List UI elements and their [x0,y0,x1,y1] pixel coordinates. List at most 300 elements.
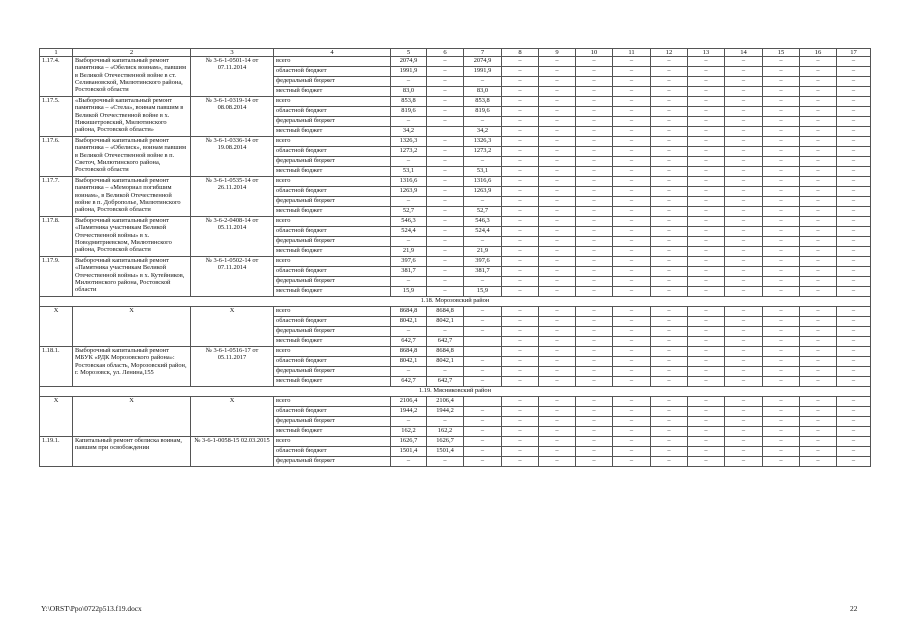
value-empty: – [688,197,725,207]
value-empty: – [800,207,837,217]
value-empty: – [800,217,837,227]
value-empty: – [688,87,725,97]
value-col6: – [427,57,464,67]
value-empty: – [763,417,800,427]
value-col5: 642,7 [391,377,427,387]
value-empty: – [539,117,576,127]
value-empty: – [651,397,688,407]
funding-source: областной бюджет [274,67,391,77]
value-col5: 819,6 [391,107,427,117]
funding-source: федеральный бюджет [274,237,391,247]
value-empty: – [502,127,539,137]
value-col6: 1501,4 [427,447,464,457]
item-number: 1.17.4. [40,57,73,97]
value-empty: – [725,327,763,337]
value-empty: – [576,127,613,137]
value-empty: – [837,77,871,87]
value-empty: – [539,437,576,447]
value-col6: – [427,267,464,277]
value-empty: – [800,287,837,297]
value-empty: – [688,347,725,357]
column-header: 5 [391,49,427,57]
funding-source: всего [274,137,391,147]
value-empty: – [800,367,837,377]
value-col6: 642,7 [427,377,464,387]
funding-source: всего [274,57,391,67]
value-empty: – [651,77,688,87]
value-empty: – [613,347,651,357]
value-empty: – [800,97,837,107]
value-empty: – [502,97,539,107]
value-empty: – [800,357,837,367]
value-col6: – [427,137,464,147]
value-empty: – [688,397,725,407]
value-empty: – [725,377,763,387]
value-col7: 853,8 [464,97,502,107]
value-empty: – [725,87,763,97]
value-empty: – [651,67,688,77]
item-document: № 3-6-1-0501-14 от 07.11.2014 [191,57,274,97]
value-empty: – [763,207,800,217]
funding-source: местный бюджет [274,127,391,137]
funding-source: федеральный бюджет [274,417,391,427]
item-name: Выборочный капитальный ремонт памятника – «Мемориал погибшим воинам», в Великой Отечественной войне в п. Доброполье, Милютинского района, Ростовской области [73,177,191,217]
value-col5: 52,7 [391,207,427,217]
value-empty: – [502,87,539,97]
value-col7: 83,0 [464,87,502,97]
funding-source: всего [274,307,391,317]
value-col7: – [464,417,502,427]
value-empty: – [763,307,800,317]
value-empty: – [688,367,725,377]
value-empty: – [725,417,763,427]
value-empty: – [763,397,800,407]
value-empty: – [502,187,539,197]
value-empty: – [651,237,688,247]
value-empty: – [613,377,651,387]
value-empty: – [651,137,688,147]
value-empty: – [502,177,539,187]
value-empty: – [688,177,725,187]
value-empty: – [688,337,725,347]
value-empty: – [837,457,871,467]
value-col7: – [464,197,502,207]
value-empty: – [613,147,651,157]
value-empty: – [651,447,688,457]
value-empty: – [502,407,539,417]
value-col7: 1316,6 [464,177,502,187]
value-empty: – [539,307,576,317]
value-empty: – [613,367,651,377]
value-empty: – [576,357,613,367]
column-header: 4 [274,49,391,57]
value-empty: – [613,67,651,77]
value-empty: – [651,197,688,207]
item-document: Х [191,307,274,347]
value-empty: – [688,147,725,157]
value-col6: – [427,237,464,247]
value-empty: – [725,287,763,297]
value-empty: – [502,67,539,77]
value-empty: – [576,217,613,227]
district-heading-row [40,297,871,307]
value-col5: 1944,2 [391,407,427,417]
value-empty: – [576,237,613,247]
value-col7: – [464,367,502,377]
value-col7: 524,4 [464,227,502,237]
value-empty: – [576,167,613,177]
value-col6: – [427,247,464,257]
value-empty: – [613,257,651,267]
value-empty: – [502,417,539,427]
funding-source: всего [274,177,391,187]
value-col7: 53,1 [464,167,502,177]
value-empty: – [837,167,871,177]
value-empty: – [539,267,576,277]
value-empty: – [613,287,651,297]
value-empty: – [800,167,837,177]
value-col5: 1326,3 [391,137,427,147]
value-col5: 83,0 [391,87,427,97]
value-empty: – [725,337,763,347]
value-col7: 1326,3 [464,137,502,147]
value-empty: – [725,267,763,277]
value-col7: 52,7 [464,207,502,217]
value-empty: – [651,277,688,287]
value-empty: – [651,287,688,297]
value-empty: – [539,347,576,357]
value-col6: – [427,207,464,217]
value-empty: – [725,77,763,87]
value-empty: – [651,57,688,67]
item-number: 1.17.7. [40,177,73,217]
table-row [40,217,871,227]
column-header: 9 [539,49,576,57]
item-name: Выборочный капитальный ремонт «Памятника участникам Великой Отечественной войны» в х. Кутейников, Милютинского района, Ростовской области [73,257,191,297]
table-row [40,307,871,317]
value-col5: 2074,9 [391,57,427,67]
value-empty: – [763,377,800,387]
value-col6: – [427,457,464,467]
funding-source: местный бюджет [274,207,391,217]
value-empty: – [539,277,576,287]
value-empty: – [725,367,763,377]
value-empty: – [763,257,800,267]
value-empty: – [688,287,725,297]
value-empty: – [763,157,800,167]
value-empty: – [502,157,539,167]
value-empty: – [576,67,613,77]
value-empty: – [763,267,800,277]
value-empty: – [651,457,688,467]
value-col7 [464,347,502,357]
value-col6: – [427,107,464,117]
value-empty: – [725,107,763,117]
value-col7: – [464,407,502,417]
value-empty: – [800,147,837,157]
value-col6: – [427,97,464,107]
value-empty: – [837,137,871,147]
value-empty: – [502,227,539,237]
value-col6: – [427,77,464,87]
value-empty: – [725,257,763,267]
value-empty: – [576,107,613,117]
value-col5: 546,3 [391,217,427,227]
value-empty: – [576,327,613,337]
value-empty: – [800,417,837,427]
value-empty: – [837,217,871,227]
value-empty: – [763,357,800,367]
funding-source: всего [274,217,391,227]
funding-source: всего [274,437,391,447]
value-col5: 1501,4 [391,447,427,457]
value-empty: – [763,217,800,227]
value-empty: – [613,447,651,457]
item-name: Выборочный капитальный ремонт МБУК «РДК Морозовского района»: Ростовская область, Морозовский район, г. Морозовск, ул. Ленина,155 [73,347,191,387]
table-row [40,257,871,267]
table-row [40,137,871,147]
item-document: № 3-6-1-0535-14 от 26.11.2014 [191,177,274,217]
value-empty: – [576,227,613,237]
value-empty: – [651,417,688,427]
value-empty: – [502,357,539,367]
value-empty: – [688,377,725,387]
value-empty: – [576,157,613,167]
funding-source: федеральный бюджет [274,157,391,167]
value-empty: – [800,317,837,327]
value-col7: 21,9 [464,247,502,257]
value-empty: – [539,327,576,337]
value-empty: – [688,437,725,447]
funding-source: местный бюджет [274,287,391,297]
value-empty: – [576,457,613,467]
value-col6: – [427,417,464,427]
value-empty: – [688,57,725,67]
value-empty: – [613,187,651,197]
value-empty: – [800,307,837,317]
value-empty: – [725,427,763,437]
value-empty: – [800,327,837,337]
value-empty: – [837,187,871,197]
value-empty: – [837,277,871,287]
value-empty: – [539,257,576,267]
item-document: № 3-6-1-0336-14 от 19.08.2014 [191,137,274,177]
value-empty: – [576,77,613,87]
value-empty: – [837,417,871,427]
value-col6: – [427,147,464,157]
value-col7: – [464,237,502,247]
value-empty: – [502,257,539,267]
value-empty: – [613,197,651,207]
value-empty: – [688,97,725,107]
value-empty: – [725,357,763,367]
value-col6: – [427,117,464,127]
value-empty: – [688,417,725,427]
funding-source: всего [274,97,391,107]
value-empty: – [837,247,871,257]
value-empty: – [688,327,725,337]
value-empty: – [763,187,800,197]
value-empty: – [837,437,871,447]
value-col5: – [391,327,427,337]
item-number: 1.17.5. [40,97,73,137]
table-row [40,57,871,67]
value-empty: – [576,57,613,67]
value-empty: – [725,217,763,227]
value-empty: – [688,187,725,197]
value-empty: – [539,187,576,197]
value-empty: – [651,187,688,197]
value-empty: – [800,67,837,77]
funding-source: областной бюджет [274,317,391,327]
value-empty: – [613,87,651,97]
item-name: Х [73,397,191,437]
value-empty: – [539,227,576,237]
value-empty: – [725,277,763,287]
value-empty: – [725,167,763,177]
value-col7: – [464,457,502,467]
value-empty: – [837,357,871,367]
value-empty: – [576,147,613,157]
value-empty: – [837,87,871,97]
funding-source: федеральный бюджет [274,327,391,337]
funding-source: федеральный бюджет [274,77,391,87]
value-empty: – [576,137,613,147]
value-empty: – [688,427,725,437]
value-empty: – [725,437,763,447]
value-empty: – [651,117,688,127]
value-empty: – [613,317,651,327]
value-empty: – [651,87,688,97]
value-empty: – [613,427,651,437]
value-empty: – [763,287,800,297]
value-empty: – [800,77,837,87]
funding-source: областной бюджет [274,267,391,277]
value-empty: – [539,77,576,87]
value-col6: 1626,7 [427,437,464,447]
budget-table [39,48,871,467]
value-empty: – [576,247,613,257]
value-empty: – [725,227,763,237]
value-empty: – [502,367,539,377]
value-empty: – [800,137,837,147]
value-empty: – [502,307,539,317]
funding-source: областной бюджет [274,407,391,417]
value-empty: – [613,127,651,137]
value-empty: – [837,157,871,167]
value-col5: 8684,8 [391,347,427,357]
value-empty: – [502,237,539,247]
value-empty: – [576,417,613,427]
value-empty: – [539,447,576,457]
value-empty: – [688,257,725,267]
value-empty: – [688,447,725,457]
value-empty: – [688,157,725,167]
column-header: 11 [613,49,651,57]
value-empty: – [502,147,539,157]
value-empty: – [725,447,763,457]
value-col7: – [464,117,502,127]
value-col5: 853,8 [391,97,427,107]
value-empty: – [613,57,651,67]
value-empty: – [800,377,837,387]
value-empty: – [800,277,837,287]
value-empty: – [539,97,576,107]
value-empty: – [613,247,651,257]
funding-source: федеральный бюджет [274,457,391,467]
value-empty: – [725,137,763,147]
value-empty: – [725,127,763,137]
value-empty: – [725,317,763,327]
value-col5: 381,7 [391,267,427,277]
value-empty: – [502,457,539,467]
value-col6: – [427,257,464,267]
value-empty: – [576,377,613,387]
value-empty: – [502,427,539,437]
value-empty: – [613,77,651,87]
value-col7: – [464,437,502,447]
value-col5: 21,9 [391,247,427,257]
value-empty: – [613,267,651,277]
value-empty: – [539,67,576,77]
funding-source: местный бюджет [274,167,391,177]
value-empty: – [688,307,725,317]
value-empty: – [613,357,651,367]
column-header: 14 [725,49,763,57]
value-empty: – [800,177,837,187]
value-col6: 8684,8 [427,307,464,317]
value-empty: – [613,137,651,147]
funding-source: областной бюджет [274,447,391,457]
value-col5: 524,4 [391,227,427,237]
value-empty: – [800,157,837,167]
value-empty: – [502,397,539,407]
funding-source: местный бюджет [274,377,391,387]
value-empty: – [800,457,837,467]
value-empty: – [613,237,651,247]
item-name: Выборочный капитальный ремонт памятника – «Обелиск воинам», павшим в Великой Отечественной войне в ст. Селивановской, Милютинского района, Ростовской области [73,57,191,97]
value-col5: – [391,417,427,427]
value-empty: – [502,197,539,207]
value-empty: – [688,77,725,87]
value-empty: – [763,327,800,337]
value-empty: – [651,357,688,367]
value-empty: – [725,187,763,197]
value-empty: – [688,237,725,247]
value-empty: – [613,277,651,287]
value-col6: – [427,217,464,227]
value-empty: – [725,237,763,247]
value-empty: – [763,227,800,237]
value-empty: – [837,347,871,357]
value-col5: 8042,1 [391,317,427,327]
district-title: 1.19. Мясниковский район [40,387,871,397]
value-empty: – [763,347,800,357]
value-empty: – [539,287,576,297]
value-empty: – [651,267,688,277]
value-empty: – [837,57,871,67]
value-empty: – [539,127,576,137]
column-header: 1 [40,49,73,57]
value-empty: – [539,407,576,417]
funding-source: областной бюджет [274,227,391,237]
value-empty: – [725,147,763,157]
value-col5: 1626,7 [391,437,427,447]
column-header: 7 [464,49,502,57]
value-empty: – [725,457,763,467]
value-empty: – [576,277,613,287]
value-col7: 1991,9 [464,67,502,77]
